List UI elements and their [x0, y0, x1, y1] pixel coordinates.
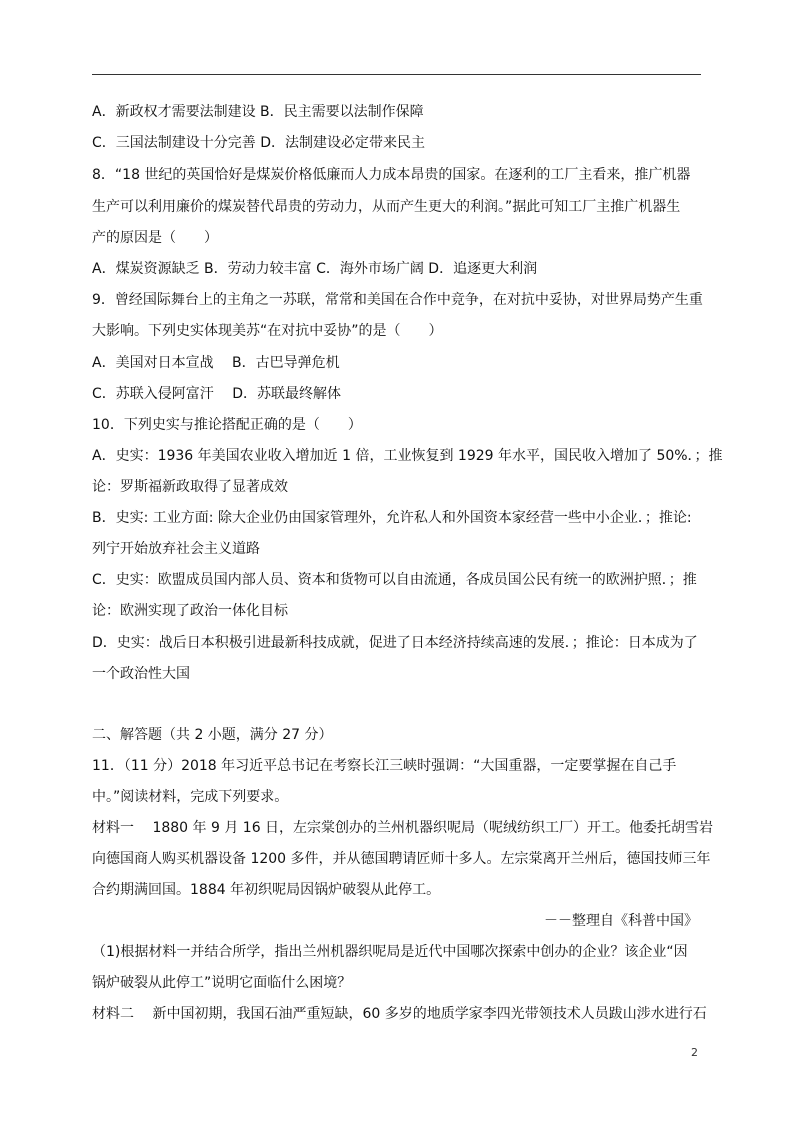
- q8-options: A．煤炭资源缺乏 B．劳动力较丰富 C．海外市场广阔 D．追逐更大利润: [92, 261, 538, 277]
- q11-stem-line2: 中。”阅读材料，完成下列要求。: [92, 789, 289, 805]
- q9-options-ab: A．美国对日本宣战 B．古巴导弹危机: [92, 355, 340, 371]
- q11-part1-line2: 锅炉破裂从此停工”说明它面临什么困境？: [92, 975, 352, 991]
- q7-options-cd: C．三国法制建设十分完善 D．法制建设必定带来民主: [92, 135, 426, 151]
- q11-part1-line1: （1)根据材料一并结合所学，指出兰州机器织呢局是近代中国哪次探索中创办的企业？该企业“因: [92, 944, 688, 960]
- q10-option-a-line1: A．史实：1936 年美国农业收入增加近 1 倍，工业恢复到 1929 年水平，国民收入增加了 50%．；推: [92, 448, 723, 464]
- material-two-line1: 材料二 新中国初期，我国石油严重短缺，60 多岁的地质学家李四光带领技术人员跋山涉水进行石: [92, 1006, 707, 1022]
- q10-option-b-line1: B．史实: 工业方面: 除大企业仍由国家管理外，允许私人和外国资本家经营一些中小企业．；推论:: [92, 510, 692, 526]
- q10-stem: 10．下列史实与推论搭配正确的是（ ）: [92, 417, 362, 433]
- material-one-line1: 材料一 1880 年 9 月 16 日，左宗棠创办的兰州机器织呢局（呢绒纺织工厂）开工。他委托胡雪岩: [92, 820, 714, 836]
- q9-options-cd: C．苏联入侵阿富汗 D．苏联最终解体: [92, 386, 342, 402]
- q11-stem-line1: 11．（11 分）2018 年习近平总书记在考察长江三峡时强调：“大国重器，一定要掌握在自己手: [92, 758, 677, 774]
- material-one-line2: 向德国商人购买机器设备 1200 多件，并从德国聘请匠师十多人。左宗棠离开兰州后，德国技师三年: [92, 851, 711, 867]
- q9-stem-line1: 9．曾经国际舞台上的主角之一苏联，常常和美国在合作中竞争，在对抗中妥协，对世界局势产生重: [92, 292, 703, 308]
- page-number: 2: [691, 1046, 698, 1059]
- header-rule: [92, 74, 701, 75]
- q8-stem-line2: 生产可以利用廉价的煤炭替代昂贵的劳动力，从而产生更大的利润。”据此可知工厂主推广机器生: [92, 199, 681, 215]
- q10-option-c-line2: 论：欧洲实现了政治一体化目标: [92, 603, 288, 619]
- material-one-source: －－整理自《科普中国》: [544, 913, 698, 929]
- q10-option-d-line1: D．史实：战后日本积极引进最新科技成就，促进了日本经济持续高速的发展．；推论：日本成为了: [92, 635, 698, 651]
- material-one-line3: 合约期满回国。1884 年初织呢局因锅炉破裂从此停工。: [92, 882, 441, 898]
- q9-stem-line2: 大影响。下列史实体现美苏“在对抗中妥协”的是（ ）: [92, 323, 443, 339]
- q10-option-c-line1: C．史实：欧盟成员国内部人员、资本和货物可以自由流通，各成员国公民有统一的欧洲护照．；推: [92, 572, 697, 588]
- q7-options-ab: A．新政权才需要法制建设 B．民主需要以法制作保障: [92, 104, 424, 120]
- q10-option-b-line2: 列宁开始放弃社会主义道路: [92, 541, 260, 557]
- q8-stem-line1: 8．“18 世纪的英国恰好是煤炭价格低廉而人力成本昂贵的国家。在逐利的工厂主看来，推广机器: [92, 167, 691, 183]
- q10-option-d-line2: 一个政治性大国: [92, 666, 190, 682]
- section-two-heading: 二、解答题（共 2 小题，满分 27 分）: [92, 727, 333, 743]
- q8-stem-line3: 产的原因是（ ）: [92, 230, 218, 246]
- q10-option-a-line2: 论：罗斯福新政取得了显著成效: [92, 479, 288, 495]
